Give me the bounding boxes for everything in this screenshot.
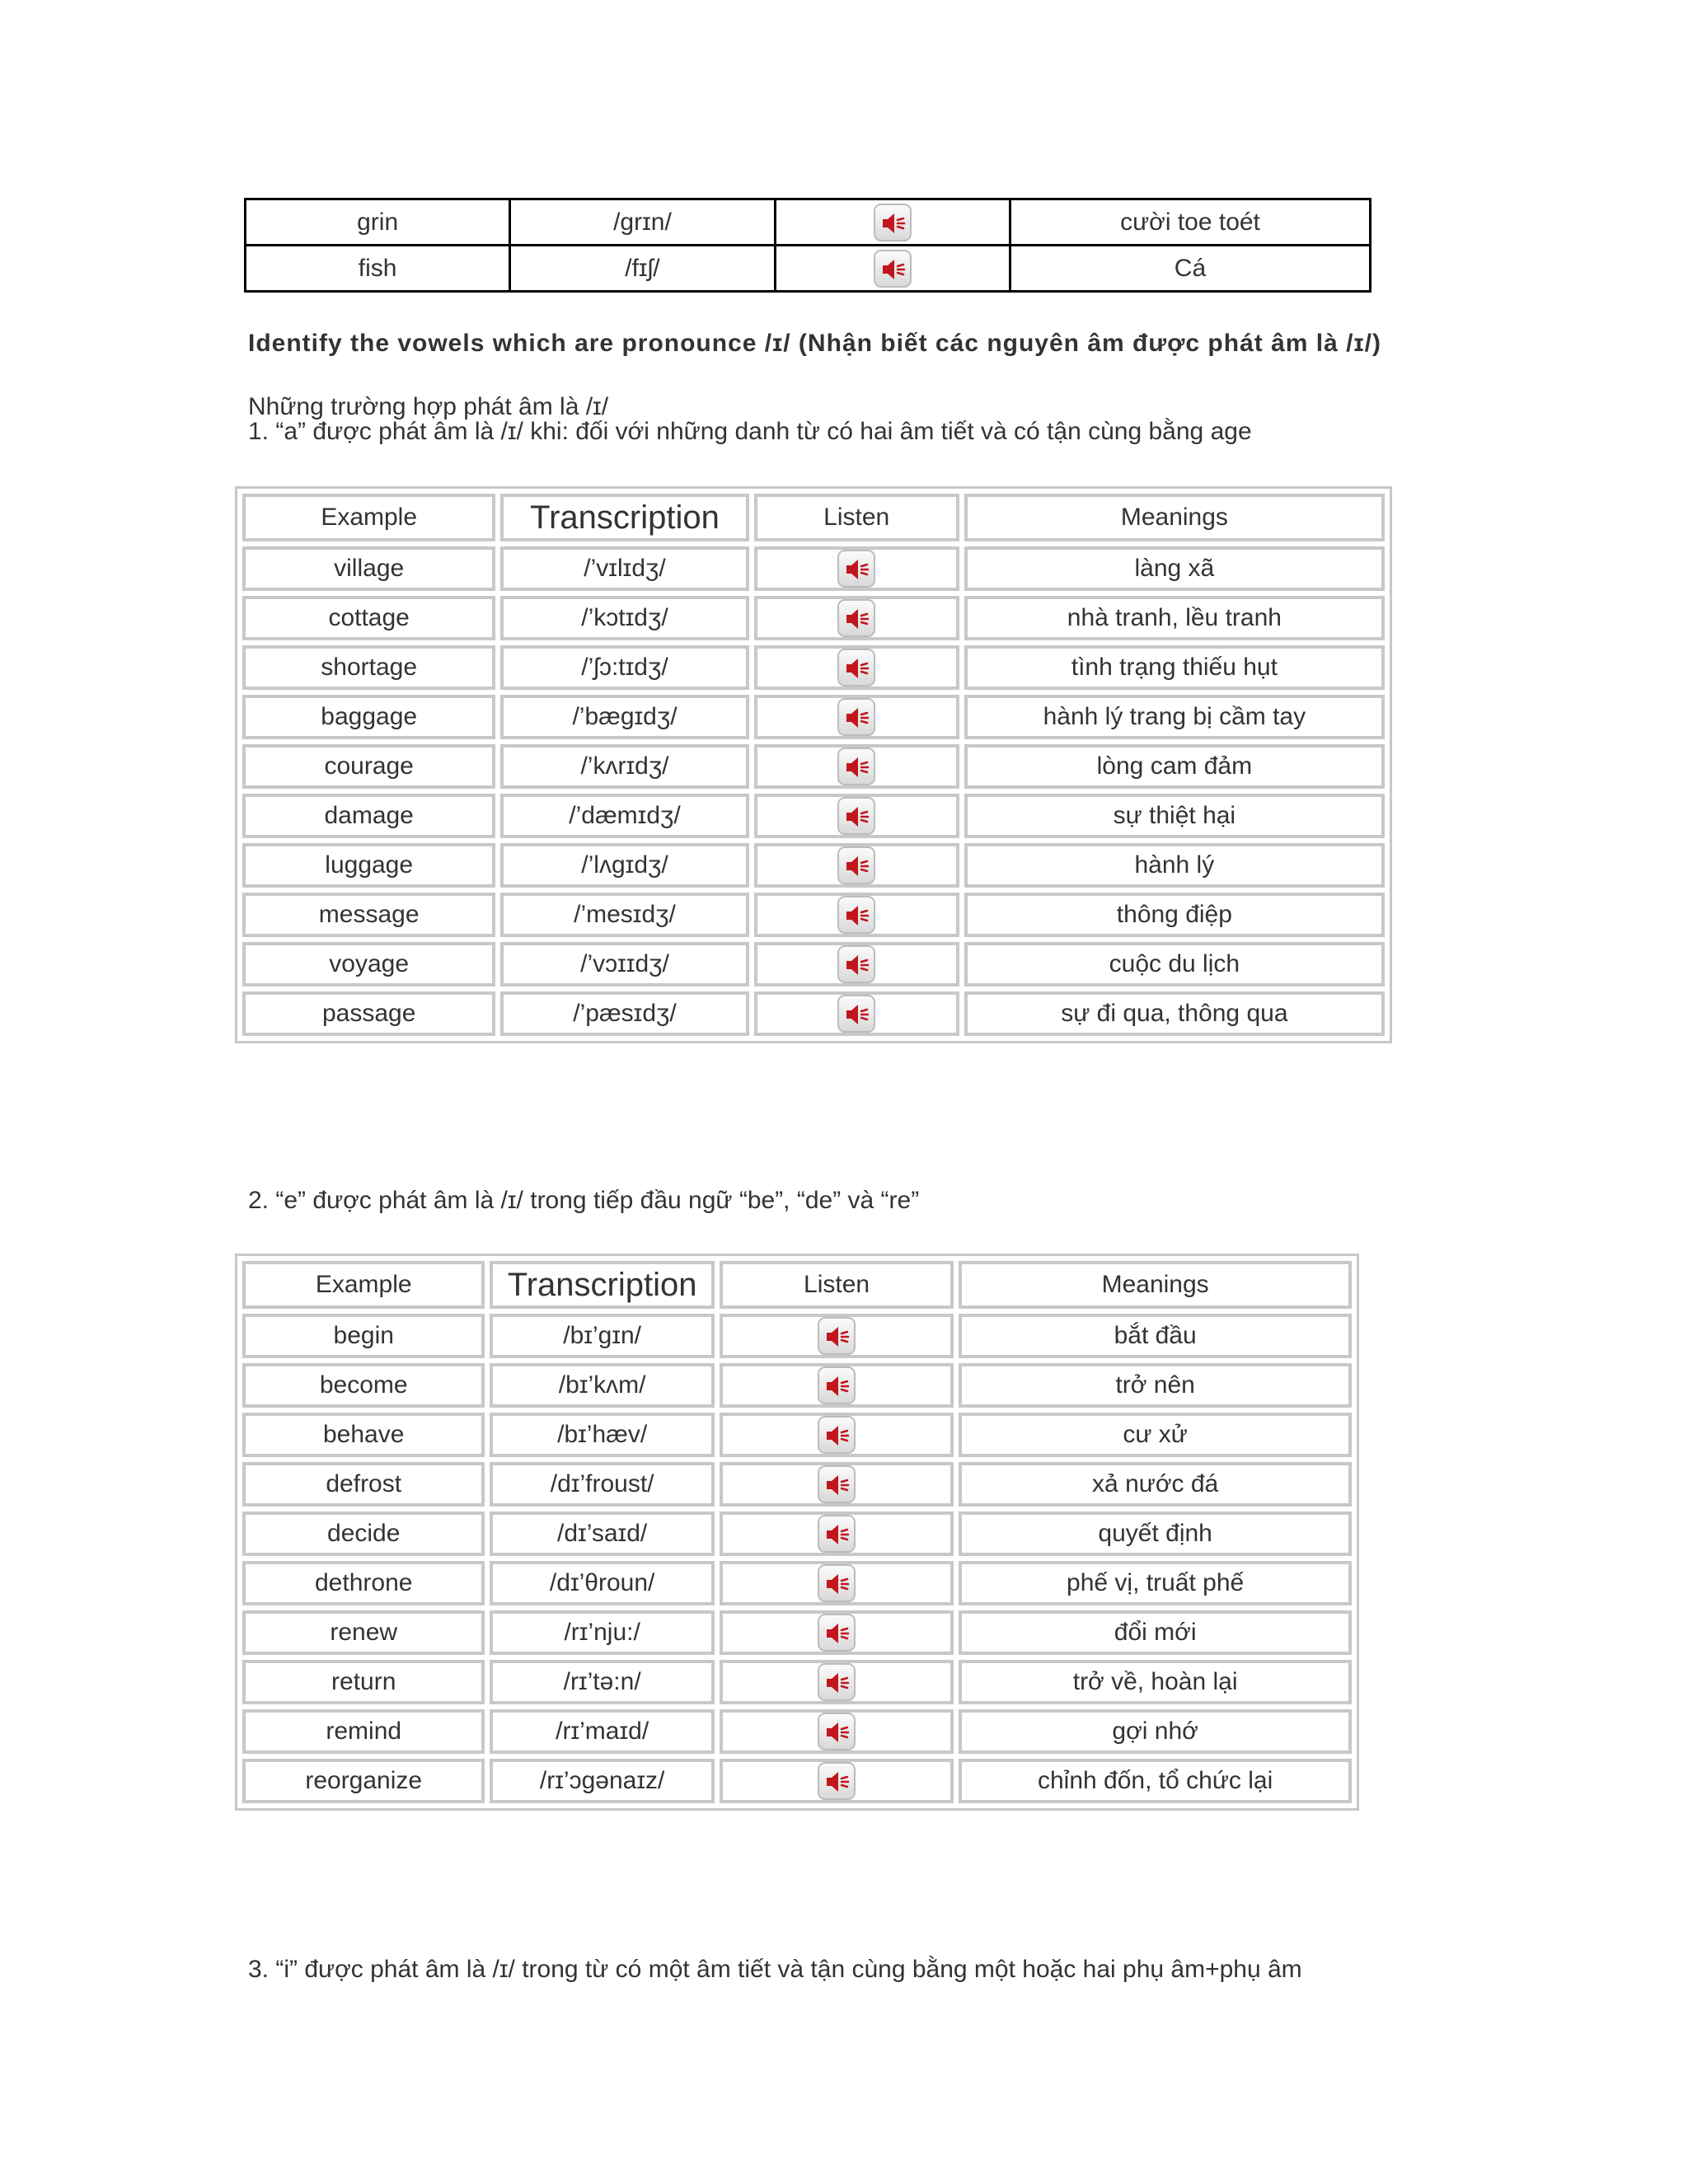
transcription-cell: /rɪ’maɪd/	[490, 1709, 714, 1754]
speaker-icon[interactable]	[837, 550, 875, 588]
transcription-cell: /rɪ’tə:n/	[490, 1660, 714, 1704]
transcription-cell: /bɪ’kʌm/	[490, 1363, 714, 1408]
meaning-cell: quyết định	[959, 1511, 1352, 1556]
meaning-cell: trở về, hoàn lại	[959, 1660, 1352, 1704]
word-cell: cottage	[242, 596, 495, 640]
table-row	[242, 794, 1385, 838]
word-cell: return	[242, 1660, 485, 1704]
table-row	[242, 1363, 1352, 1408]
listen-cell	[720, 1759, 954, 1803]
listen-cell	[754, 695, 959, 739]
table-row	[242, 1413, 1352, 1457]
table-row	[242, 843, 1385, 888]
header-example: Example	[242, 494, 495, 541]
header-meanings: Meanings	[964, 494, 1385, 541]
header-transcription: Transcription	[490, 1261, 714, 1309]
meaning-cell: nhà tranh, lều tranh	[964, 596, 1385, 640]
transcription-cell: /’lʌgɪdʒ/	[500, 843, 748, 888]
transcription-cell: /’ʃɔ:tɪdʒ/	[500, 645, 748, 690]
table-row	[242, 1660, 1352, 1704]
transcription-cell: /dɪ’froust/	[490, 1462, 714, 1507]
listen-cell	[754, 843, 959, 888]
listen-cell	[754, 546, 959, 591]
speaker-icon[interactable]	[818, 1317, 856, 1355]
table-row	[242, 744, 1385, 789]
transcription-cell: /dɪ’θroun/	[490, 1561, 714, 1605]
listen-cell	[754, 893, 959, 937]
transcription-cell: /fɪʃ/	[510, 246, 775, 292]
table-row	[242, 695, 1385, 739]
speaker-icon[interactable]	[818, 1614, 856, 1652]
transcription-cell: /’vɪlɪdʒ/	[500, 546, 748, 591]
listen-cell	[754, 794, 959, 838]
header-listen: Listen	[754, 494, 959, 541]
rule-3-text: 3. “i” được phát âm là /ɪ/ trong từ có một âm tiết và tận cùng bằng một hoặc hai phụ âm+phụ âm	[248, 1956, 1302, 1983]
listen-cell	[754, 991, 959, 1036]
word-cell: grin	[246, 199, 510, 246]
word-cell: become	[242, 1363, 485, 1408]
listen-cell	[720, 1511, 954, 1556]
word-cell: begin	[242, 1314, 485, 1358]
word-cell: message	[242, 893, 495, 937]
intro-line: Những trường hợp phát âm là /ɪ/	[248, 393, 609, 420]
transcription-cell: /’dæmɪdʒ/	[500, 794, 748, 838]
header-listen: Listen	[720, 1261, 954, 1309]
speaker-icon[interactable]	[837, 748, 875, 785]
speaker-icon[interactable]	[874, 250, 912, 288]
vocab-table-2	[235, 1254, 1359, 1811]
table-row	[242, 1610, 1352, 1655]
meaning-cell: trở nên	[959, 1363, 1352, 1408]
table-row	[242, 893, 1385, 937]
speaker-icon[interactable]	[837, 896, 875, 934]
word-cell: luggage	[242, 843, 495, 888]
rule-2-text: 2. “e” được phát âm là /ɪ/ trong tiếp đầu ngữ “be”, “de” và “re”	[248, 1187, 920, 1214]
meaning-cell: bắt đầu	[959, 1314, 1352, 1358]
speaker-icon[interactable]	[837, 649, 875, 687]
table-row	[242, 942, 1385, 987]
word-cell: decide	[242, 1511, 485, 1556]
word-cell: shortage	[242, 645, 495, 690]
header-example: Example	[242, 1261, 485, 1309]
table-row	[242, 1709, 1352, 1754]
speaker-icon[interactable]	[818, 1515, 856, 1553]
speaker-icon[interactable]	[837, 846, 875, 884]
transcription-cell: /grɪn/	[510, 199, 775, 246]
meaning-cell: cư xử	[959, 1413, 1352, 1457]
header-transcription: Transcription	[500, 494, 748, 541]
meaning-cell: tình trạng thiếu hụt	[964, 645, 1385, 690]
meaning-cell: Cá	[1010, 246, 1370, 292]
listen-cell	[754, 744, 959, 789]
speaker-icon[interactable]	[837, 945, 875, 983]
table-row	[242, 1759, 1352, 1803]
meaning-cell: làng xã	[964, 546, 1385, 591]
meaning-cell: phế vị, truất phế	[959, 1561, 1352, 1605]
listen-cell	[754, 596, 959, 640]
speaker-icon[interactable]	[837, 599, 875, 637]
meaning-cell: thông điệp	[964, 893, 1385, 937]
listen-cell	[720, 1314, 954, 1358]
word-cell: fish	[246, 246, 510, 292]
meaning-cell: sự đi qua, thông qua	[964, 991, 1385, 1036]
word-cell: renew	[242, 1610, 485, 1655]
transcription-cell: /rɪ’ɔgənaɪz/	[490, 1759, 714, 1803]
table-row	[242, 546, 1385, 591]
listen-cell	[720, 1610, 954, 1655]
word-cell: dethrone	[242, 1561, 485, 1605]
transcription-cell: /’pæsɪdʒ/	[500, 991, 748, 1036]
word-cell: courage	[242, 744, 495, 789]
table-row	[242, 596, 1385, 640]
listen-cell	[754, 942, 959, 987]
speaker-icon[interactable]	[818, 1465, 856, 1503]
speaker-icon[interactable]	[837, 797, 875, 835]
transcription-cell: /dɪ’saɪd/	[490, 1511, 714, 1556]
word-cell: remind	[242, 1709, 485, 1754]
meaning-cell: đổi mới	[959, 1610, 1352, 1655]
word-cell: village	[242, 546, 495, 591]
transcription-cell: /’vɔɪɪdʒ/	[500, 942, 748, 987]
table-row	[242, 1462, 1352, 1507]
section-heading: Identify the vowels which are pronounce /ɪ/ (Nhận biết các nguyên âm được phát âm là /ɪ/)	[248, 330, 1381, 357]
vocab-table-1	[235, 486, 1392, 1043]
meaning-cell: cuộc du lịch	[964, 942, 1385, 987]
word-cell: voyage	[242, 942, 495, 987]
listen-cell	[720, 1413, 954, 1457]
transcription-cell: /’kʌrɪdʒ/	[500, 744, 748, 789]
listen-cell	[720, 1363, 954, 1408]
meaning-cell: chỉnh đốn, tổ chức lại	[959, 1759, 1352, 1803]
transcription-cell: /’bægɪdʒ/	[500, 695, 748, 739]
listen-cell	[720, 1709, 954, 1754]
word-cell: damage	[242, 794, 495, 838]
meaning-cell: cười toe toét	[1010, 199, 1370, 246]
speaker-icon[interactable]	[818, 1416, 856, 1454]
speaker-icon[interactable]	[818, 1713, 856, 1750]
meaning-cell: xả nước đá	[959, 1462, 1352, 1507]
listen-cell	[775, 199, 1010, 246]
listen-cell	[775, 246, 1010, 292]
word-cell: behave	[242, 1413, 485, 1457]
listen-cell	[720, 1660, 954, 1704]
table-row	[242, 1314, 1352, 1358]
transcription-cell: /bɪ’gɪn/	[490, 1314, 714, 1358]
transcription-cell: /rɪ’nju:/	[490, 1610, 714, 1655]
table-row	[242, 645, 1385, 690]
word-cell: passage	[242, 991, 495, 1036]
table-row	[246, 199, 1371, 246]
word-cell: baggage	[242, 695, 495, 739]
speaker-icon[interactable]	[874, 204, 912, 241]
speaker-icon[interactable]	[818, 1663, 856, 1701]
header-meanings: Meanings	[959, 1261, 1352, 1309]
listen-cell	[720, 1462, 954, 1507]
meaning-cell: hành lý	[964, 843, 1385, 888]
rule-1-text: 1. “a” được phát âm là /ɪ/ khi: đối với những danh từ có hai âm tiết và có tận cùng bằng age	[248, 418, 1252, 445]
listen-cell	[720, 1561, 954, 1605]
word-cell: defrost	[242, 1462, 485, 1507]
word-cell: reorganize	[242, 1759, 485, 1803]
meaning-cell: sự thiệt hại	[964, 794, 1385, 838]
table-row	[246, 246, 1371, 292]
top-vocab-table	[244, 198, 1372, 293]
speaker-icon[interactable]	[837, 995, 875, 1033]
speaker-icon[interactable]	[818, 1564, 856, 1602]
transcription-cell: /’kɔtɪdʒ/	[500, 596, 748, 640]
table-row	[242, 991, 1385, 1036]
transcription-cell: /bɪ’hæv/	[490, 1413, 714, 1457]
meaning-cell: gợi nhớ	[959, 1709, 1352, 1754]
meaning-cell: lòng cam đảm	[964, 744, 1385, 789]
speaker-icon[interactable]	[818, 1762, 856, 1800]
meaning-cell: hành lý trang bị cầm tay	[964, 695, 1385, 739]
transcription-cell: /’mesɪdʒ/	[500, 893, 748, 937]
speaker-icon[interactable]	[837, 698, 875, 736]
table-row	[242, 1561, 1352, 1605]
speaker-icon[interactable]	[818, 1366, 856, 1404]
table-row	[242, 1511, 1352, 1556]
listen-cell	[754, 645, 959, 690]
